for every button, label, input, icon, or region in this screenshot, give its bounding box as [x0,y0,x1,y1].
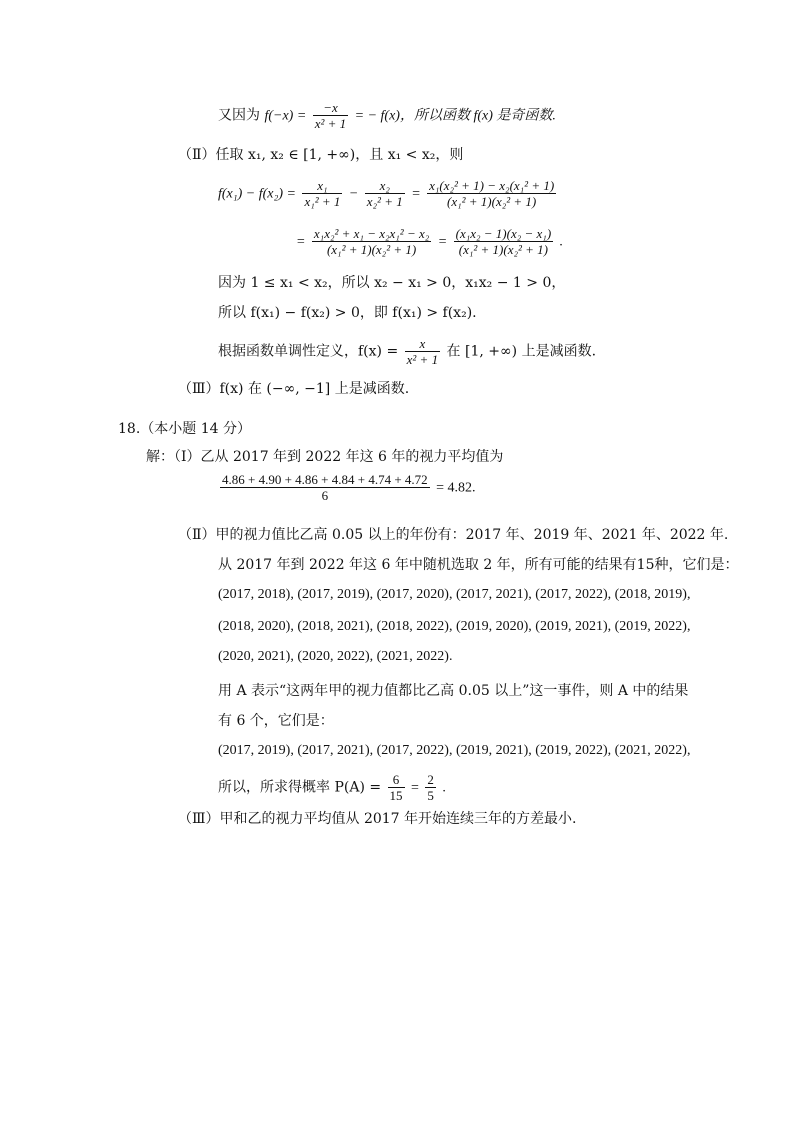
probability-lead: 所以，所求得概率 P(A) = [218,779,382,796]
mono-lead: 根据函数单调性定义，f(x) = [218,343,399,360]
part2-intro-text: （Ⅱ）任取 x₁, x₂ ∈ [1, +∞)，且 x₁ < x₂，则 [178,147,464,163]
diff-lhs: f(x₁) − f(x₂) = [218,186,296,202]
f2-num: x₂ [365,178,405,194]
f1-num: x₁ [302,178,342,194]
event-a-pairs-text: (2017, 2019), (2017, 2021), (2017, 2022), (2019, 2021), (2019, 2022), (2021, 2022), [218,743,691,758]
odd-lead-text: 又因为 [218,107,260,124]
equals-sign: = [411,186,421,202]
prob-f1-num: 6 [388,772,405,788]
pairs-line-3 [218,648,452,666]
average-equation [218,472,476,503]
odd-rhs: = − f(x)，所以函数 f(x) 是奇函数. [354,108,556,124]
q18-header-text: 18.（本小题 14 分） [118,421,251,437]
so-text: 所以 f(x₁) − f(x₂) > 0，即 f(x₁) > f(x₂). [218,305,477,321]
mono-fraction [405,336,440,367]
q18-part1 [146,448,503,466]
event-a-line-2-text: 有 6 个，它们是： [218,713,334,729]
odd-frac-num: −x [313,100,348,116]
q18-part3-text: （Ⅲ）甲和乙的视力平均值从 2017 年开始连续三年的方差最小. [178,811,577,827]
f5-den: (x₁² + 1)(x₂² + 1) [458,242,549,257]
equals-sign: = [296,234,306,250]
part2-line1-text: （Ⅱ）甲的视力值比乙高 0.05 以上的年份有：2017 年、2019 年、2021 年、2022 年. [178,527,729,543]
odd-function-line [218,100,556,131]
f3-num: x₁(x₂² + 1) − x₂(x₁² + 1) [429,178,555,193]
average-den: 6 [321,488,329,503]
fraction-f5 [454,226,554,257]
f4-num: x₁x₂² + x₁ − x₂x₁² − x₂ [313,226,430,241]
prob-f2-num: 2 [427,772,434,787]
average-num: 4.86 + 4.90 + 4.86 + 4.84 + 4.74 + 4.72 [222,472,428,487]
average-result: = 4.82. [436,480,476,496]
q18-part2-line1 [178,526,728,544]
pairs-line-2 [218,618,690,636]
odd-lhs: f(−x) = [264,108,307,124]
probability-fraction-2 [425,772,436,803]
f5-num: (x₁x₂ − 1)(x₂ − x₁) [455,226,552,241]
q18-part3-line [178,810,576,828]
mono-frac-num: x [405,336,440,352]
mono-frac-den: x² + 1 [406,352,439,367]
part3-line [178,380,409,398]
f1-den: x₁² + 1 [304,194,341,209]
part2-intro [178,146,463,164]
part2-line2-text: 从 2017 年到 2022 年这 6 年中随机选取 2 年，所有可能的结果有15种，它们是： [218,557,739,573]
probability-line [218,772,446,803]
question-18-header [118,420,251,438]
period: . [442,780,446,796]
event-a-line-1-text: 用 A 表示“这两年甲的视力值都比乙高 0.05 以上”这一事件，则 A 中的结果 [218,683,689,699]
because-text: 因为 1 ≤ x₁ < x₂，所以 x₂ − x₁ > 0，x₁x₂ − 1 > 0， [218,275,566,291]
fraction-f3 [427,178,556,209]
fraction-f2 [365,178,405,209]
odd-frac-den: x² + 1 [314,116,347,131]
difference-line-2 [296,226,563,257]
mono-tail: 在 [1, +∞) 上是减函数. [446,343,597,360]
f3-den: (x₁² + 1)(x₂² + 1) [447,194,537,209]
prob-f1-den: 15 [389,788,403,803]
period: . [559,234,564,250]
pairs-line-1 [218,586,690,604]
event-a-line-2 [218,712,334,730]
event-a-line-1 [218,682,688,700]
part3-text: （Ⅲ）f(x) 在 (−∞, −1] 上是减函数. [178,381,410,397]
event-a-pairs [218,742,690,760]
difference-line-1 [218,178,558,209]
average-fraction [220,472,430,503]
q18-part1-text: 解：（Ⅰ）乙从 2017 年到 2022 年这 6 年的视力平均值为 [146,449,504,465]
q18-part2-line2 [218,556,739,574]
fraction-f1 [302,178,342,209]
minus-sign: − [348,186,359,202]
because-line [218,274,565,292]
pairs-line-2-text: (2018, 2020), (2018, 2021), (2018, 2022), (2019, 2020), (2019, 2021), (2019, 2022), [218,619,691,634]
f4-den: (x₁² + 1)(x₂² + 1) [326,242,417,257]
probability-fraction-1 [388,772,405,803]
pairs-line-1-text: (2017, 2018), (2017, 2019), (2017, 2020), (2017, 2021), (2017, 2022), (2018, 2019), [218,587,691,602]
f2-den: x₂² + 1 [366,194,403,209]
pairs-line-3-text: (2020, 2021), (2020, 2022), (2021, 2022). [218,649,453,664]
odd-fraction [313,100,348,131]
fraction-f4 [312,226,431,257]
monotonic-line [218,336,596,367]
equals-sign: = [411,780,419,796]
so-line [218,304,477,322]
equals-sign: = [437,234,448,250]
prob-f2-den: 5 [427,788,434,803]
